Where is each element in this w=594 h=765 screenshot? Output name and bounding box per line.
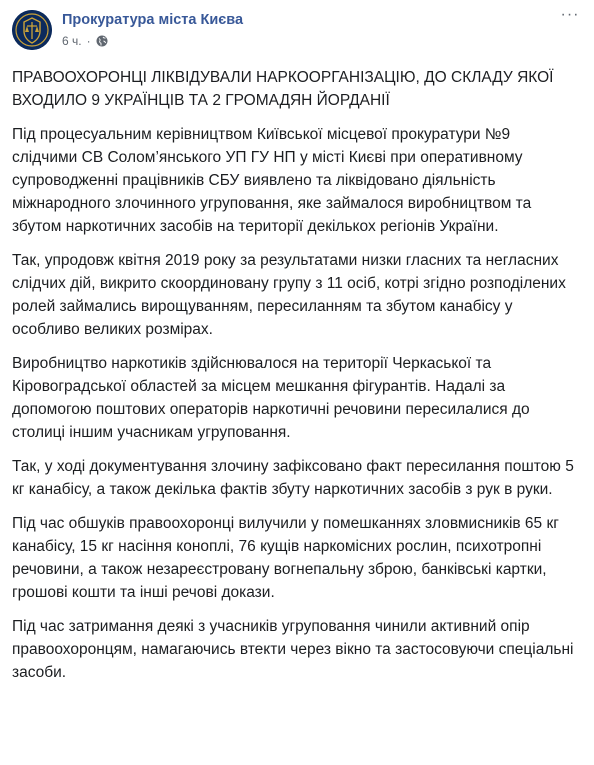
post-paragraph: Під процесуальним керівництвом Київської місцевої прокуратури №9 слідчими СВ Солом’янського УП ГУ НП у місті Києві при оперативному супроводженні працівників СБУ виявлено та ліквідовано діяльність міжнародного злочинного угруповання, яке займалося виробництвом та збутом наркотичних засобів на території декількох регіонів України. (12, 126, 532, 235)
globe-icon[interactable] (96, 35, 108, 47)
post-timestamp[interactable]: 6 ч. (62, 34, 82, 48)
page-name-link[interactable]: Прокуратура міста Києва (62, 12, 244, 28)
post-meta (62, 34, 108, 48)
post-paragraph: Так, упродовж квітня 2019 року за результатами низки гласних та негласних слідчих дій, викрито скоординовану групу з 11 осіб, котрі згідно розподілених ролей займались вирощуванням, пересиланням та збутом канабісу у особливо великих розмірах. (12, 252, 566, 338)
post-paragraph: Виробництво наркотиків здійснювалося на території Черкаської та Кіровоградської областей за місцем мешкання фігурантів. Надалі за допомогою поштових операторів наркотичні речовини пересилалися до столиці іншим учасникам угруповання. (12, 355, 530, 441)
post-content (12, 66, 576, 695)
meta-separator: · (86, 34, 91, 48)
post-paragraph: Під час затримання деякі з учасників угруповання чинили активний опір правоохоронцям, намагаючись втекти через вікно та застосовуючи спеціальні засоби. (12, 618, 574, 681)
post-paragraph: Так, у ході документування злочину зафіксовано факт пересилання поштою 5 кг канабісу, а також декілька фактів збуту наркотичних засобів з рук в руки. (12, 458, 574, 498)
post-header (12, 6, 582, 56)
more-options-button[interactable]: ··· (560, 6, 580, 23)
prosecutor-emblem-icon (12, 10, 52, 50)
post-paragraph: Під час обшуків правоохоронці вилучили у помешканнях зловмисників 65 кг канабісу, 15 кг насіння коноплі, 76 кущів наркомісних рослин, психотропні речовини, а також незареєстровану вогнепальну зброю, банківські картки, грошові кошти та інші речові докази. (12, 515, 559, 601)
post-headline: ПРАВООХОРОНЦІ ЛІКВІДУВАЛИ НАРКООРГАНІЗАЦІЮ, ДО СКЛАДУ ЯКОЇ ВХОДИЛО 9 УКРАЇНЦІВ ТА 2 ГРОМАДЯН ЙОРДАНІЇ (12, 69, 554, 109)
page-avatar[interactable] (12, 10, 52, 50)
